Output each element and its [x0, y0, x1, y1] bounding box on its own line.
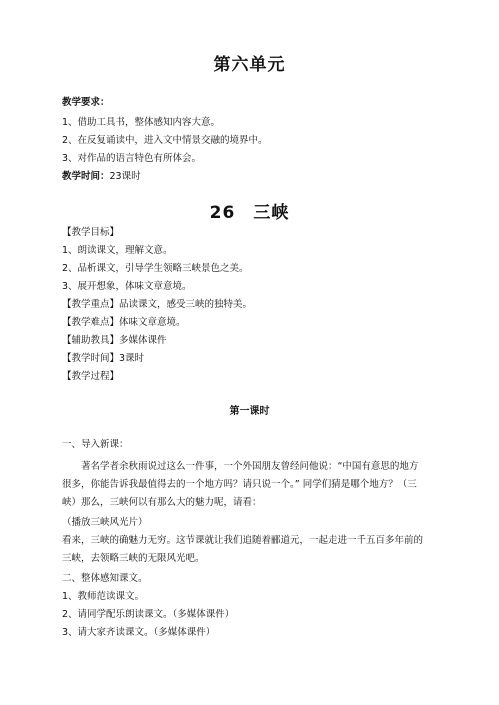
teaching-process: 【教学过程】	[62, 371, 120, 382]
teaching-aids: 【辅助教具】多媒体课件	[62, 335, 167, 346]
unit-title: 第六单元	[213, 55, 286, 75]
requirement-item-2: 2、在反复诵读中，进入文中情景交融的境界中。	[62, 135, 268, 146]
difficulty: 【教学难点】体味文章意境。	[62, 317, 186, 328]
session-line-5: （播放三峡风光片）	[62, 517, 148, 528]
teaching-time-label: 教学时间：	[62, 171, 110, 182]
session-line-10: 2、请同学配乐朗读课文。（多媒体课件）	[62, 609, 235, 620]
teaching-time	[62, 170, 452, 183]
session-line-3: 很多，你能告诉我最值得去的一个地方吗？请只说一个。” 同学们猜是哪个地方？（三	[62, 479, 417, 490]
requirement-item-1: 1、借助工具书，整体感知内容大意。	[62, 117, 221, 128]
session-line-6: 看来，三峡的确魅力无穷。这节课就让我们追随着郦道元，一起走进一千五百多年前的	[62, 535, 424, 546]
session-title: 第一课时	[229, 406, 270, 417]
session-line-2: 著名学者余秋雨说过这么一件事，一个外国朋友曾经问他说：“中国有意思的地方	[62, 461, 419, 472]
session-line-1: 一、导入新课：	[62, 439, 129, 450]
lesson-title: 26 三峡	[209, 203, 290, 223]
session-line-7: 三峡，去领略三峡的无限风光吧。	[62, 553, 205, 564]
requirements-heading: 教学要求：	[62, 97, 110, 108]
requirement-item-3: 3、对作品的语言特色有所体会。	[62, 153, 202, 164]
session-line-11: 3、请大家齐读课文。（多媒体课件）	[62, 627, 216, 638]
session-line-9: 1、教师范读课文。	[62, 591, 145, 602]
key-point: 【教学重点】品读课文，感受三峡的独特美。	[62, 299, 253, 310]
lesson-time: 【教学时间】3课时	[62, 353, 145, 364]
session-line-4: 峡）那么，三峡何以有那么大的魅力呢，请看：	[62, 497, 262, 508]
goals-label: 【教学目标】	[62, 227, 120, 238]
teaching-time-value: 23课时	[109, 171, 141, 182]
goal-item-3: 3、展开想象，体味文章意境。	[62, 281, 192, 292]
goal-item-1: 1、朗读课文，理解文意。	[62, 245, 173, 256]
session-line-8: 二、整体感知课文。	[62, 573, 148, 584]
goal-item-2: 2、品析课文，引导学生领略三峡景色之美。	[62, 263, 249, 274]
